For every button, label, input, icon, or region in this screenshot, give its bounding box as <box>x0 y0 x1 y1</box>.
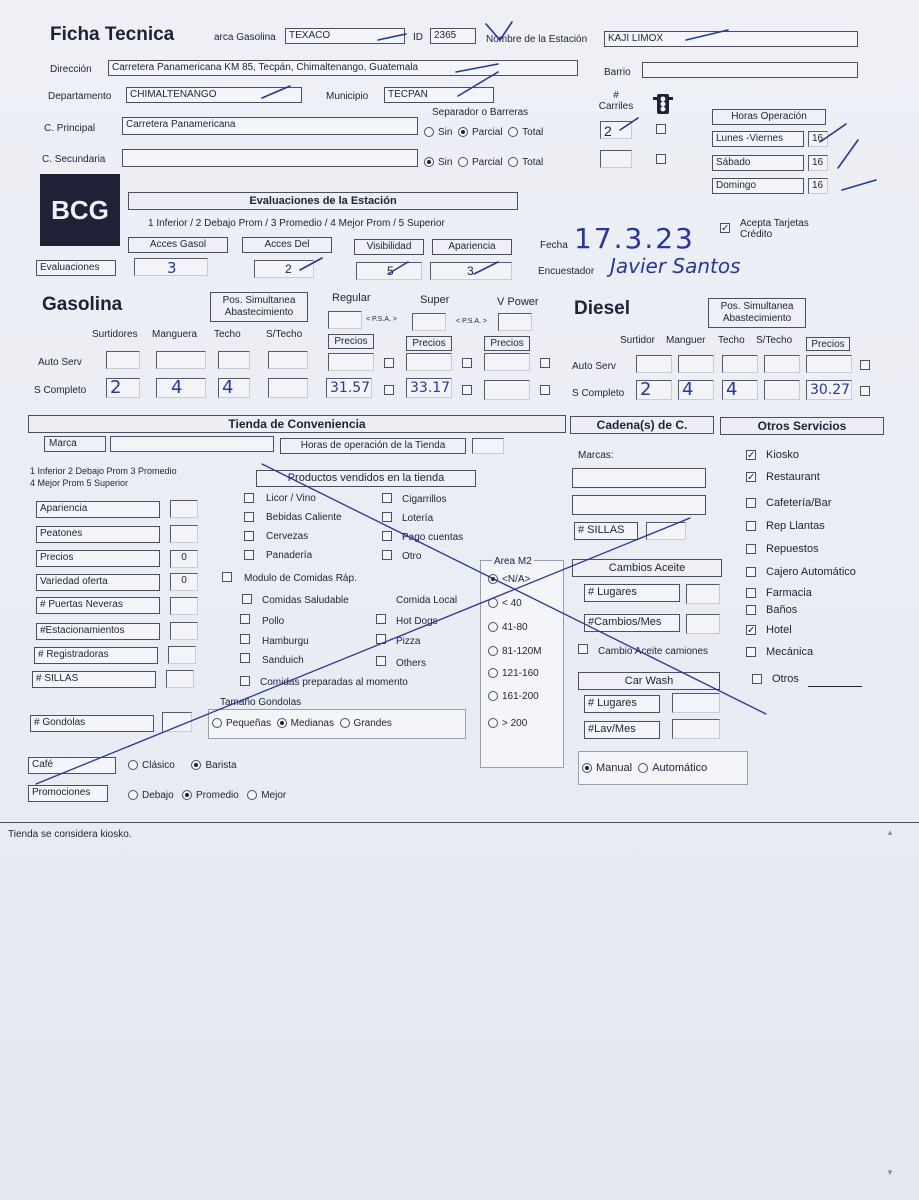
tienda-field-apariencia: Apariencia <box>36 501 160 518</box>
diesel-title: Diesel <box>574 298 630 319</box>
horas-operacion-header: Horas Operación <box>712 109 826 125</box>
c-principal-label: C. Principal <box>44 123 96 134</box>
radio-sin-2-label: Sin <box>438 157 453 168</box>
cafe-label: Café <box>28 757 116 774</box>
radio-parcial-label: Parcial <box>472 127 503 138</box>
cadena-title: Cadena(s) de C. <box>570 416 714 434</box>
precios-regular-header: Precios <box>328 334 374 349</box>
otros-kiosko-label: Kiosko <box>766 449 800 461</box>
area-161-200-label: 161-200 <box>502 691 539 702</box>
tienda-marca-label: Marca <box>44 436 106 452</box>
acces-gasol-header: Acces Gasol <box>128 237 228 253</box>
otros-servicios-title: Otros Servicios <box>720 417 884 435</box>
evaluaciones-label: Evaluaciones <box>36 260 116 276</box>
evaluaciones-title: Evaluaciones de la Estación <box>128 192 518 210</box>
vpower-label: V Power <box>497 296 539 308</box>
col-techo: Techo <box>214 329 241 340</box>
col-manguera: Manguera <box>152 329 198 340</box>
tienda-field-registradoras: # Registradoras <box>34 647 158 664</box>
nombre-field[interactable]: KAJI LIMOX <box>604 31 858 47</box>
visibilidad-value[interactable]: 5 <box>356 262 422 280</box>
gas-sc-precio-regular[interactable]: 31.57 <box>326 378 372 398</box>
prod-cigarrillos-label: Cigarrillos <box>402 494 447 505</box>
diesel-pos-simultanea: Pos. Simultanea Abastecimiento <box>708 298 806 328</box>
promociones-label: Promociones <box>28 785 108 802</box>
comida-local-label: Comida Local <box>396 595 458 606</box>
otros-kiosko-checkbox[interactable]: ✓ <box>747 450 756 461</box>
gondolas-label: # Gondolas <box>30 715 154 732</box>
comidas-preparadas-label: Comidas preparadas al momento <box>260 677 408 688</box>
otros-banos-label: Baños <box>766 604 798 616</box>
area-81-120-label: 81-120M <box>502 646 542 657</box>
cambios-lugares-label: # Lugares <box>584 584 680 602</box>
regular-label: Regular <box>332 292 371 304</box>
area-m2-title: Area M2 <box>494 556 532 567</box>
comidas-saludable-label: Comidas Saludable <box>262 595 349 606</box>
diesel-col-s-techo: S/Techo <box>756 335 793 346</box>
tienda-scale-1: 1 Inferior 2 Debajo Prom 3 Promedio <box>30 466 177 476</box>
visibilidad-header: Visibilidad <box>354 239 424 255</box>
id-field[interactable]: 2365 <box>430 28 476 44</box>
wash-auto-label: Automático <box>652 762 708 774</box>
cambios-mes-label: #Cambios/Mes <box>584 614 680 632</box>
ink-tick-saturday <box>838 140 858 168</box>
otros-farmacia-label: Farmacia <box>766 587 812 599</box>
apariencia-header: Apariencia <box>432 239 512 255</box>
otros-mecanica-label: Mecánica <box>766 646 814 658</box>
tamano-pequenas-label: Pequeñas <box>226 718 272 729</box>
weekdays-label: Lunes -Viernes <box>712 131 804 147</box>
scroll-up-icon[interactable]: ▲ <box>886 828 894 837</box>
area-lt40-label: < 40 <box>502 598 522 609</box>
otros-hotel-checkbox[interactable]: ✓ <box>747 625 756 636</box>
diesel-sc-techo[interactable]: 4 <box>722 380 758 400</box>
gasolina-pos-simultanea: Pos. Simultanea Abastecimiento <box>210 292 308 322</box>
radio-total-2-label: Total <box>522 157 544 168</box>
nombre-label: Nombre de la Estación <box>486 34 588 45</box>
c-secundaria-label: C. Secundaria <box>42 154 106 165</box>
diesel-s-completo-label: S Completo <box>572 388 625 399</box>
col-surtidores: Surtidores <box>92 329 138 340</box>
departamento-label: Departamento <box>48 91 112 102</box>
diesel-auto-serv-label: Auto Serv <box>572 361 616 372</box>
otros-cajero-automatico-label: Cajero Automático <box>766 566 856 578</box>
saturday-hours-field[interactable]: 16 <box>808 155 828 171</box>
tienda-field-sillas: # SILLAS <box>32 671 156 688</box>
cafe-clasico-label: Clásico <box>142 760 175 771</box>
accepts-cards-checkbox[interactable]: ✓ <box>721 223 730 234</box>
diesel-col-techo: Techo <box>718 335 745 346</box>
promo-mejor-label: Mejor <box>261 790 287 801</box>
marca-label: arca Gasolina <box>214 32 276 43</box>
direccion-label: Dirección <box>50 64 92 75</box>
gas-sc-techo[interactable]: 4 <box>218 378 250 398</box>
ink-tick-direccion <box>456 64 498 72</box>
otros-cafeteria-bar-label: Cafetería/Bar <box>766 497 832 509</box>
tienda-horas-label: Horas de operación de la Tienda <box>280 438 466 454</box>
radio-parcial-2-label: Parcial <box>472 157 503 168</box>
diesel-col-surtidor: Surtidor <box>620 335 656 346</box>
precios-vpower-header: Precios <box>484 336 530 351</box>
marca-field[interactable]: TEXACO <box>285 28 405 44</box>
prod-cervezas-label: Cervezas <box>266 531 309 542</box>
otros-hotel-label: Hotel <box>766 624 792 636</box>
fecha-value[interactable]: 17.3.23 <box>574 222 695 255</box>
gasolina-title: Gasolina <box>42 294 123 315</box>
fecha-label: Fecha <box>540 240 568 251</box>
acces-gasol-value[interactable]: 3 <box>134 258 208 276</box>
radio-sin-label: Sin <box>438 127 453 138</box>
psa-label-2: < P.S.A. > <box>456 318 488 325</box>
ink-tick-visibilidad <box>388 262 408 274</box>
food-sanduich-label: Sanduich <box>262 655 304 666</box>
area-gt200-label: > 200 <box>502 718 528 729</box>
ink-tick-carriles <box>620 118 638 130</box>
col-s-techo: S/Techo <box>266 329 303 340</box>
ink-tick-weekdays <box>820 124 846 142</box>
tamano-grandes-label: Grandes <box>353 718 392 729</box>
sunday-label: Domingo <box>712 178 804 194</box>
cambio-camiones-label: Cambio Aceite camiones <box>598 646 709 657</box>
food-pollo-label: Pollo <box>262 616 285 627</box>
accepts-cards-label: Acepta Tarjetas Crédito <box>740 218 809 240</box>
id-label: ID <box>413 32 423 43</box>
comments-text[interactable]: Tienda se considera kiosko. <box>8 829 132 840</box>
saturday-label: Sábado <box>712 155 804 171</box>
ink-tick-apariencia <box>474 262 498 274</box>
precios-super-header: Precios <box>406 336 452 351</box>
encuestador-value[interactable]: Javier Santos <box>610 254 741 278</box>
cadena-sillas-label: # SILLAS <box>574 522 638 540</box>
carriles-principal-field[interactable]: 2 <box>600 121 632 139</box>
ink-tick-departamento <box>262 86 290 98</box>
food-hamburgu-label: Hamburgu <box>262 636 309 647</box>
psa-label-1: < P.S.A. > <box>366 316 398 323</box>
gas-s-completo-label: S Completo <box>34 385 87 396</box>
ink-tick-nombre <box>686 30 728 40</box>
prod-bebidas-label: Bebidas Caliente <box>266 512 342 523</box>
tienda-value-variedad[interactable]: 0 <box>170 573 198 591</box>
prod-otro-label: Otro <box>402 551 422 562</box>
form-title: Ficha Tecnica <box>50 24 175 45</box>
acces-del-header: Acces Del <box>242 237 332 253</box>
gas-sc-manguera[interactable]: 4 <box>156 378 206 398</box>
separador-label: Separador o Barreras <box>432 107 529 118</box>
tienda-field-estacionamientos: #Estacionamientos <box>36 623 160 640</box>
tamano-gondolas-label: Tamaño Gondolas <box>220 697 302 708</box>
apariencia-value[interactable]: 3 <box>430 262 512 280</box>
area-na-label: <N/A> <box>502 574 531 585</box>
diesel-sc-precio[interactable]: 30.27 <box>806 380 852 400</box>
departamento-field[interactable]: CHIMALTENANGO <box>126 87 302 103</box>
tienda-scale-2: 4 Mejor Prom 5 Superior <box>30 478 129 488</box>
carwash-lugares-label: # Lugares <box>584 695 660 713</box>
tienda-field-puertas: # Puertas Neveras <box>36 597 160 614</box>
diesel-sc-surtidor[interactable]: 2 <box>636 380 672 400</box>
tienda-field-peatones: Peatones <box>36 526 160 543</box>
diesel-precios-header: Precios <box>806 337 850 351</box>
cadena-marcas-label: Marcas: <box>578 450 614 461</box>
tienda-value-precios[interactable]: 0 <box>170 550 198 568</box>
wash-manual-label: Manual <box>596 762 633 774</box>
ink-cross-line-2 <box>36 518 690 784</box>
carwash-lav-label: #Lav/Mes <box>584 721 660 739</box>
weekdays-hours-field[interactable]: 16 <box>808 131 828 147</box>
bcg-logo: BCG <box>40 174 120 246</box>
ink-tick-marca <box>378 34 406 40</box>
promo-debajo-label: Debajo <box>142 790 174 801</box>
food-hotdogs-label: Hot Dogs <box>396 616 438 627</box>
gas-sc-precio-super[interactable]: 33.17 <box>406 378 452 398</box>
food-others-label: Others <box>396 658 427 669</box>
ink-tick-acces-del <box>300 258 322 270</box>
cafe-barista-label: Barista <box>205 760 237 771</box>
radio-total-label: Total <box>522 127 544 138</box>
ink-tick-id <box>486 22 512 40</box>
ink-tick-municipio <box>458 72 498 96</box>
modulo-comidas-label: Modulo de Comidas Ráp. <box>244 573 357 584</box>
c-principal-field[interactable]: Carretera Panamericana <box>122 117 418 135</box>
prod-licor-label: Licor / Vino <box>266 493 316 504</box>
carwash-header: Car Wash <box>578 672 720 690</box>
municipio-field[interactable]: TECPAN <box>384 87 494 103</box>
otros-otros-label: Otros <box>772 673 799 685</box>
tienda-title: Tienda de Conveniencia <box>28 415 566 433</box>
carriles-label: # Carriles <box>598 90 634 112</box>
area-41-80-label: 41-80 <box>502 622 528 633</box>
area-121-160-label: 121-160 <box>502 668 539 679</box>
gas-auto-serv-label: Auto Serv <box>38 357 82 368</box>
sunday-hours-field[interactable]: 16 <box>808 178 828 194</box>
tienda-field-variedad: Variedad oferta <box>36 574 160 591</box>
direccion-field[interactable]: Carretera Panamericana KM 85, Tecpán, Chimaltenango, Guatemala <box>108 60 578 76</box>
promo-promedio-label: Promedio <box>196 790 239 801</box>
diesel-col-manguer: Manguer <box>666 335 706 346</box>
otros-restaurant-checkbox[interactable]: ✓ <box>747 472 756 483</box>
acces-del-value[interactable]: 2 <box>254 260 314 278</box>
food-pizza-label: Pizza <box>396 636 421 647</box>
prod-loteria-label: Lotería <box>402 513 434 524</box>
scroll-down-icon[interactable]: ▼ <box>886 1168 894 1177</box>
ink-tick-sunday <box>842 180 876 190</box>
evaluation-scale: 1 Inferior / 2 Debajo Prom / 3 Promedio / 4 Mejor Prom / 5 Superior <box>148 218 445 229</box>
tienda-field-precios: Precios <box>36 550 160 567</box>
gas-sc-surtidores[interactable]: 2 <box>106 378 140 398</box>
cambios-aceite-header: Cambios Aceite <box>572 559 722 577</box>
barrio-label: Barrio <box>604 67 631 78</box>
productos-header: Productos vendidos en la tienda <box>256 470 476 487</box>
prod-pago-label: Pago cuentas <box>402 532 464 543</box>
tamano-medianas-label: Medianas <box>290 718 334 729</box>
prod-panaderia-label: Panadería <box>266 550 313 561</box>
diesel-sc-manguer[interactable]: 4 <box>678 380 714 400</box>
super-label: Super <box>420 294 450 306</box>
municipio-label: Municipio <box>326 91 369 102</box>
encuestador-label: Encuestador <box>538 266 595 277</box>
otros-rep-llantas-label: Rep Llantas <box>766 520 825 532</box>
otros-restaurant-label: Restaurant <box>766 471 820 483</box>
otros-repuestos-label: Repuestos <box>766 543 819 555</box>
